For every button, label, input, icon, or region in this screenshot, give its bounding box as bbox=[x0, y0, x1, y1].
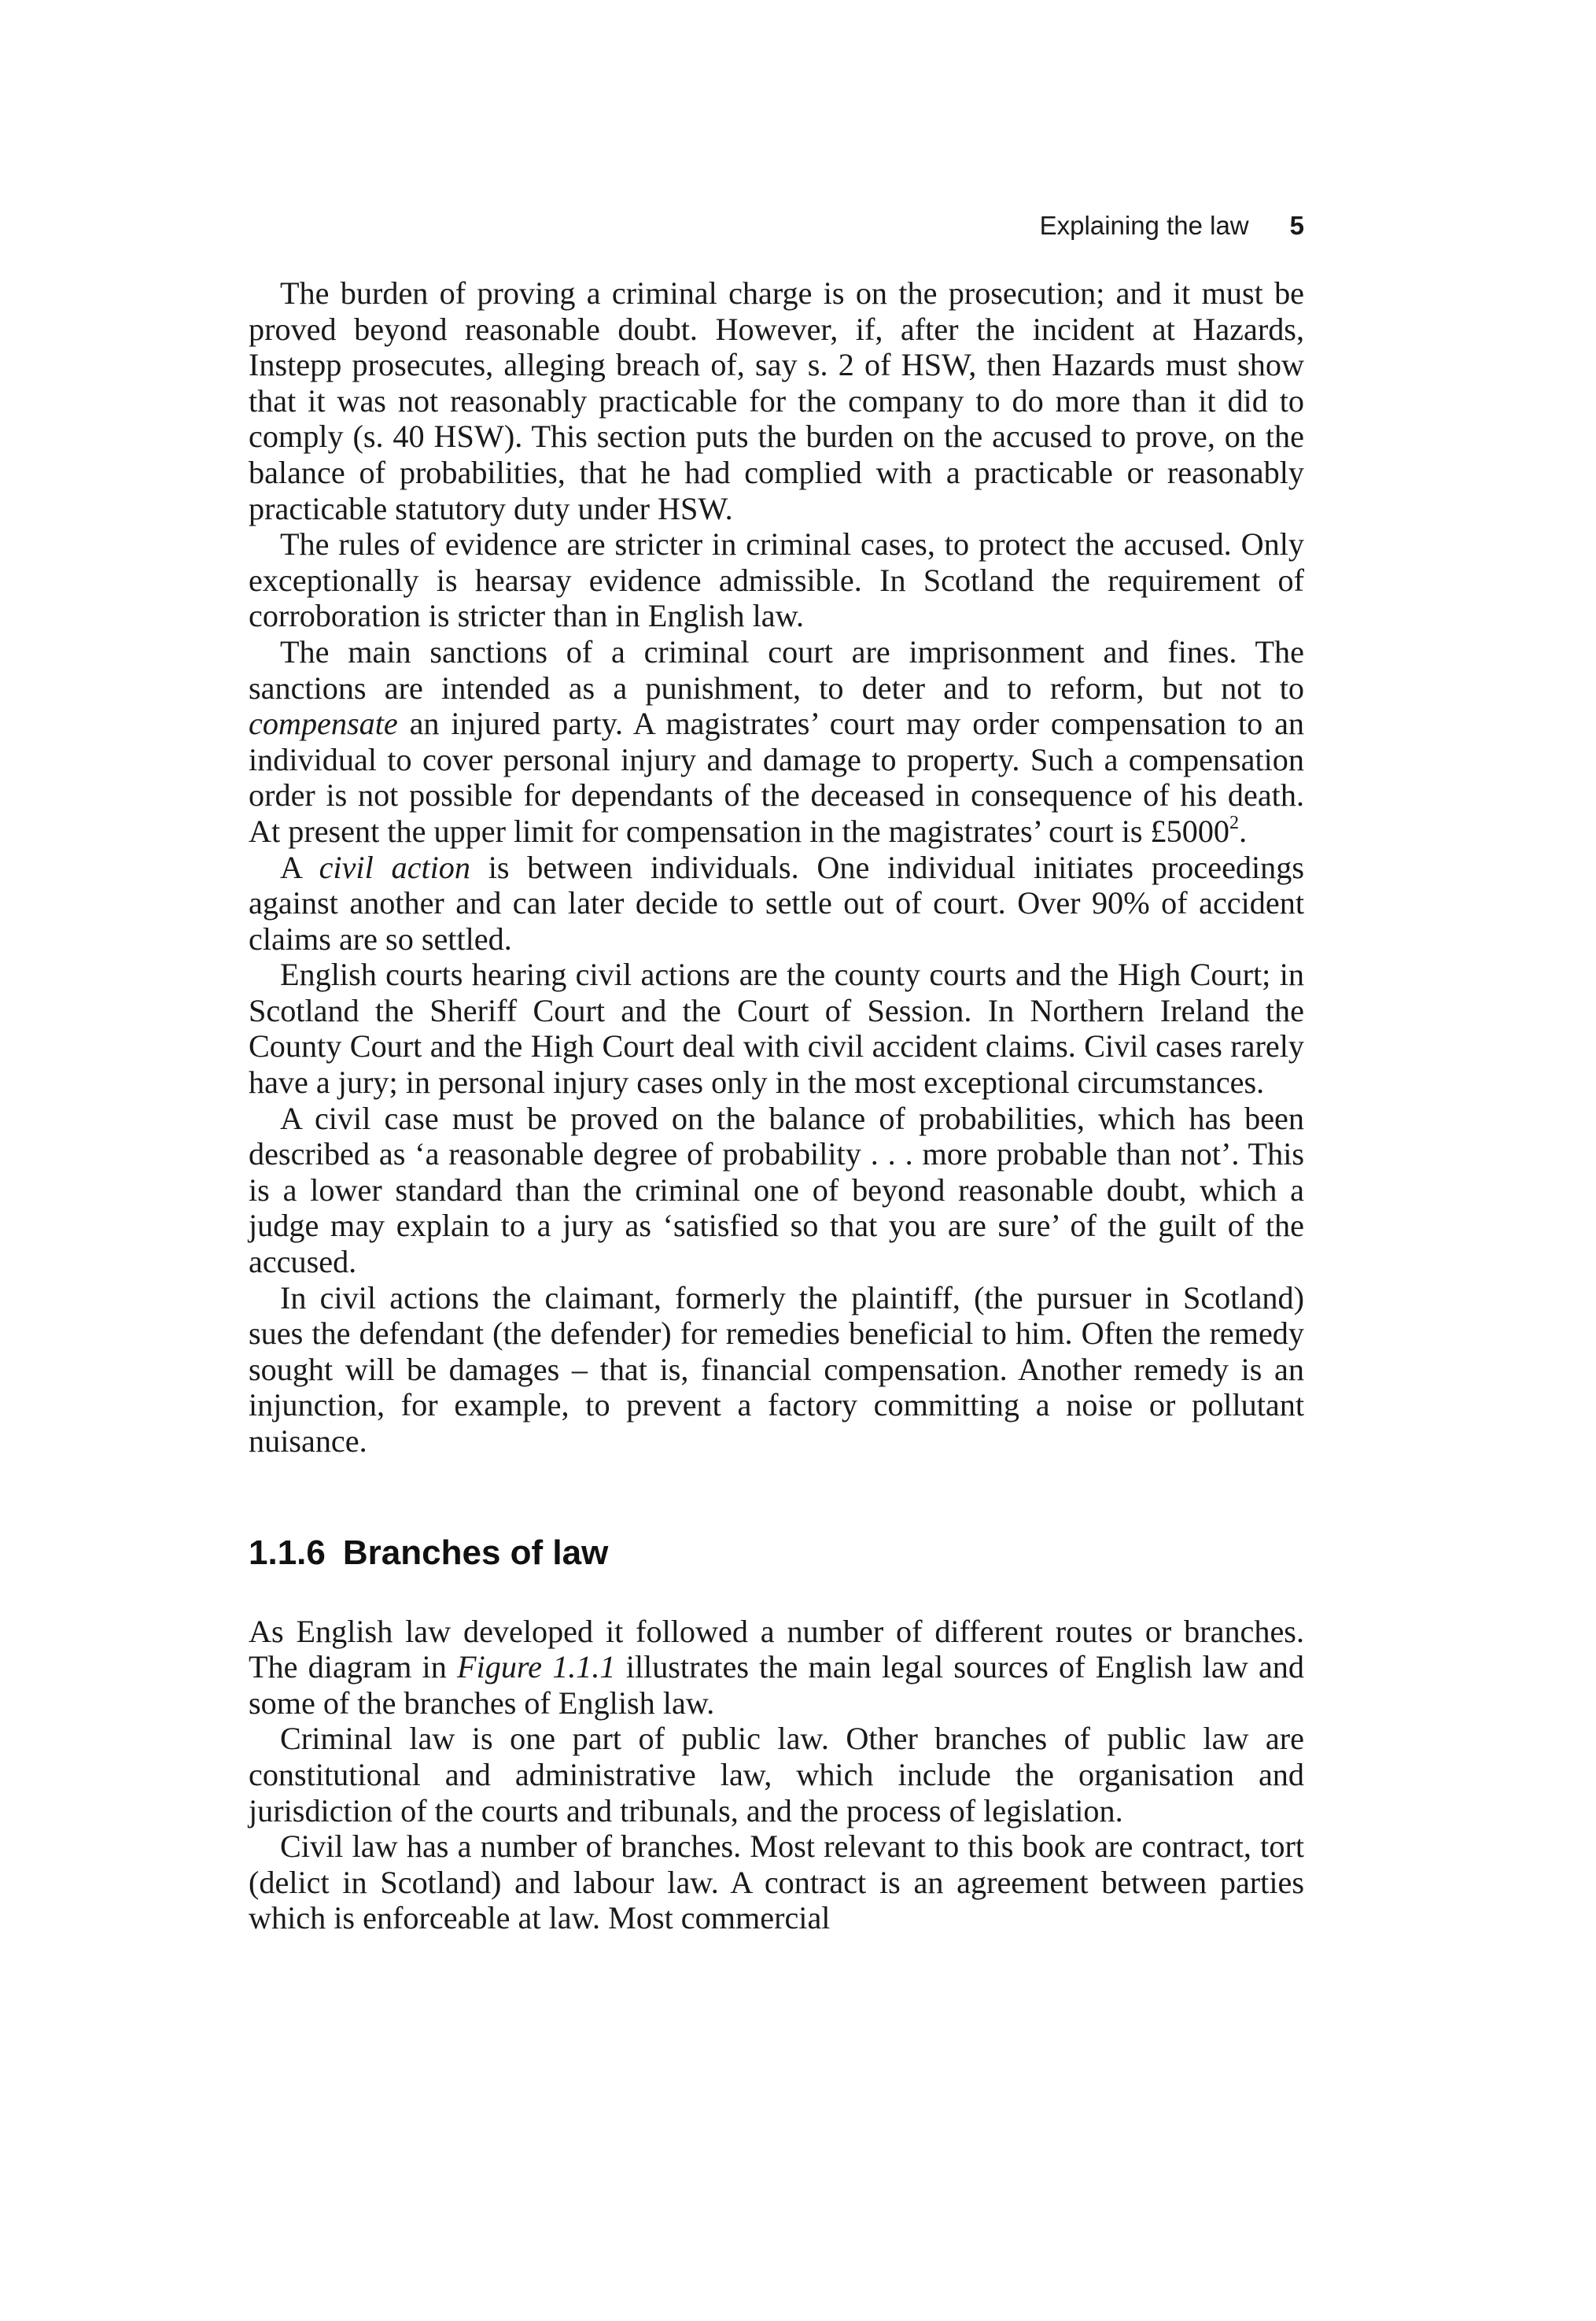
section-heading bbox=[249, 1533, 1304, 1573]
footnote-marker: 2 bbox=[1229, 813, 1240, 834]
running-head bbox=[249, 206, 1304, 245]
page-number: 5 bbox=[1289, 211, 1304, 240]
paragraph-civil-courts: English courts hearing civil actions are the county courts and the High Court; in Scotland the Sheriff Court and the Court of Session. In Northern Ireland the County Court and the High Court deal with civil accident claims. Civil cases rarely have a jury; in personal injury cases only in the most exceptional circumstances. bbox=[249, 957, 1304, 1101]
paragraph-sanctions-text-2: an injured party. A magistrates’ court may order compensation to an individual to cover personal injury and damage to property. Such a compensation order is not possible for dependants of the deceased in consequence of his death. At present the upper limit for compensation in the magistrates’ court is £5000 bbox=[249, 706, 1304, 849]
paragraph-rules-of-evidence: The rules of evidence are stricter in criminal cases, to protect the accused. Only exceptionally is hearsay evidence admissible. In Scotland the requirement of corroboration is stricter than in English law. bbox=[249, 526, 1304, 634]
book-page bbox=[249, 206, 1304, 1936]
paragraph-balance-of-probabilities: A civil case must be proved on the balance of probabilities, which has been described as ‘a reasonable degree of probability . . . more probable than not’. This is a lower standard than the criminal one of beyond reasonable doubt, which a judge may explain to a jury as ‘satisfied so that you are sure’ of the guilt of the accused. bbox=[249, 1100, 1304, 1280]
running-head-title: Explaining the law bbox=[1039, 211, 1249, 240]
paragraph-remedies: In civil actions the claimant, formerly the plaintiff, (the pursuer in Scotland) sues the defendant (the defender) for remedies beneficial to him. Often the remedy sought will be damages – that is, financial compensation. Another remedy is an injunction, for example, to prevent a factory committing a noise or pollutant nuisance. bbox=[249, 1279, 1304, 1459]
paragraph-civil-action bbox=[249, 850, 1304, 958]
paragraph-sanctions-text-1: The main sanctions of a criminal court are imprisonment and fines. The sanctions are intended as a punishment, to deter and to reform, but not to bbox=[249, 633, 1304, 706]
paragraph-civil-action-text-2: is between individuals. One individual initiates proceedings against another and can later decide to settle out of court. Over 90% of accident claims are so settled. bbox=[249, 849, 1304, 957]
paragraph-civil-action-text-1: A bbox=[280, 849, 319, 885]
paragraph-civil-law-branches: Civil law has a number of branches. Most relevant to this book are contract, tort (delict in Scotland) and labour law. A contract is an agreement between parties which is enforceable at law. Most commercial bbox=[249, 1828, 1304, 1936]
paragraph-public-law: Criminal law is one part of public law. Other branches of public law are constitutional and administrative law, which include the organisation and jurisdiction of the courts and tribunals, and the process of legislation. bbox=[249, 1721, 1304, 1828]
paragraph-burden-of-proof: The burden of proving a criminal charge is on the prosecution; and it must be proved beyond reasonable doubt. However, if, after the incident at Hazards, Instepp prosecutes, alleging breach of, say s. 2 of HSW, then Hazards must show that it was not reasonably practicable for the company to do more than it did to comply (s. 40 HSW). This section puts the burden on the accused to prove, on the balance of probabilities, that he had complied with a practicable or reasonably practicable statutory duty under HSW. bbox=[249, 275, 1304, 526]
paragraph-branches-intro bbox=[249, 1614, 1304, 1721]
paragraph-sanctions-text-3: . bbox=[1239, 813, 1248, 849]
paragraph-sanctions bbox=[249, 634, 1304, 850]
emphasis-compensate: compensate bbox=[249, 706, 398, 742]
paragraph-branches-intro-text-1: As English law developed it followed a number of different routes or branches. The diagram in bbox=[249, 1613, 1304, 1685]
emphasis-civil-action: civil action bbox=[319, 849, 470, 885]
paragraph-branches-intro-text-2: illustrates the main legal sources of English law and some of the branches of English law. bbox=[249, 1649, 1304, 1721]
section-title: Branches of law bbox=[342, 1533, 609, 1572]
section-number: 1.1.6 bbox=[249, 1533, 326, 1572]
figure-reference: Figure 1.1.1 bbox=[457, 1649, 616, 1685]
